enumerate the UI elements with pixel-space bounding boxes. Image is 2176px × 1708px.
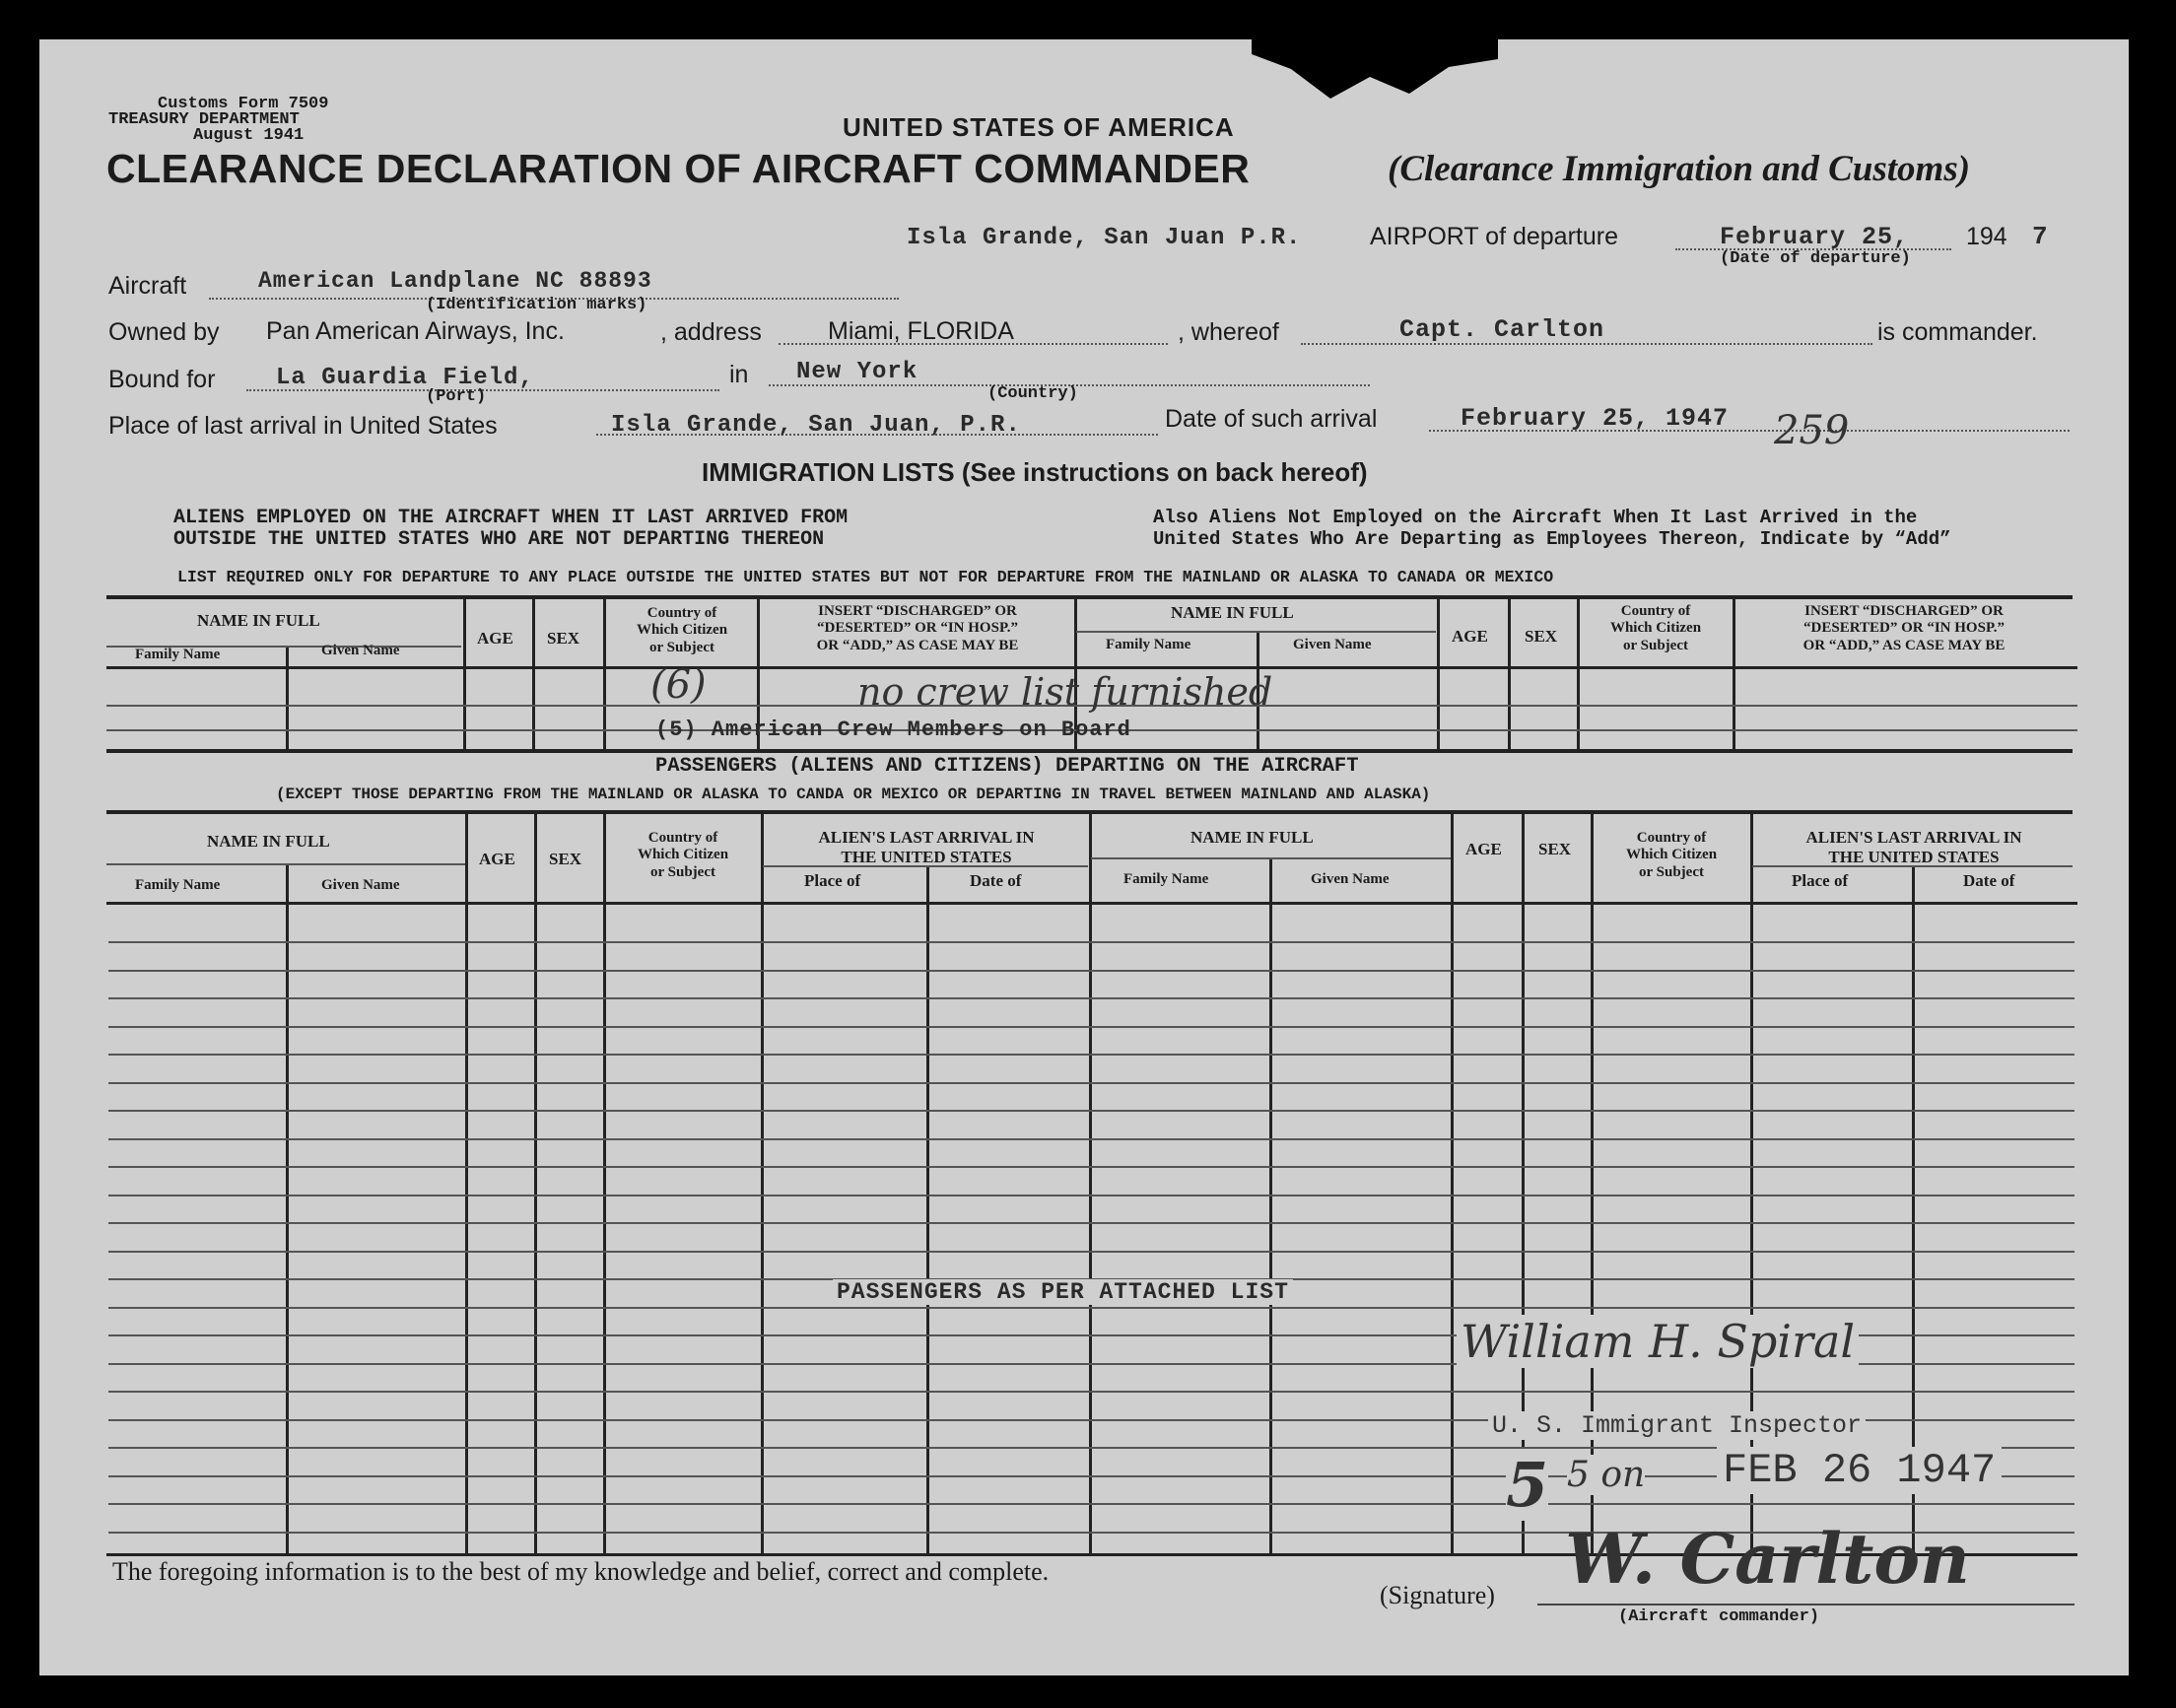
- passenger-row-line: [108, 1026, 2074, 1028]
- crew-sex-header: SEX: [547, 629, 580, 648]
- pass-place-header: Place of: [804, 871, 861, 890]
- arrival-date-label: Date of such arrival: [1165, 405, 1378, 433]
- crew-sex-header-right: SEX: [1525, 627, 1558, 646]
- aircraft-value: American Landplane NC 88893: [258, 268, 652, 294]
- pass-last-arrival-header-right: ALIEN'S LAST ARRIVAL IN THE UNITED STATES: [1805, 828, 2022, 866]
- commander-label: is commander.: [1877, 318, 2038, 346]
- department: TREASURY DEPARTMENT: [108, 110, 300, 129]
- bound-label: Bound for: [108, 366, 216, 393]
- airport-label: AIRPORT of departure: [1370, 223, 1618, 250]
- crew-table-bottom-rule: [106, 749, 2073, 753]
- passenger-row-line: [108, 970, 2074, 972]
- whereof-label: , whereof: [1178, 318, 1279, 346]
- passengers-heading: PASSENGERS (ALIENS AND CITIZENS) DEPARTING ON THE AIRCRAFT: [655, 755, 1359, 778]
- last-arrival-place: Isla Grande, San Juan, P.R.: [611, 412, 1021, 439]
- declaration-statement: The foregoing information is to the best of my knowledge and belief, correct and complete.: [112, 1557, 1050, 1586]
- passenger-row-line: [108, 1110, 2074, 1112]
- handwritten-number: 259: [1774, 408, 1850, 453]
- aircraft-caption: (Identification marks): [426, 296, 647, 314]
- country-value: New York: [796, 359, 918, 385]
- page-subtitle: (Clearance Immigration and Customs): [1388, 149, 1971, 189]
- departure-date-caption: (Date of departure): [1720, 249, 1911, 268]
- crew-family-header-right: Family Name: [1106, 637, 1191, 652]
- immigration-heading: IMMIGRATION LISTS (See instructions on back hereof): [702, 457, 1368, 487]
- address-label: , address: [660, 318, 762, 346]
- crew-insert-header: INSERT “DISCHARGED” OR “DESERTED” OR “IN HOSP.” OR “ADD,” AS CASE MAY BE: [816, 603, 1019, 653]
- passengers-subheading: (EXCEPT THOSE DEPARTING FROM THE MAINLAND OR ALASKA TO CANDA OR MEXICO OR DEPARTING IN TRAVEL BETWEEN MAINLAND AND ALASKA): [276, 786, 1431, 803]
- year-prefix: 194: [1966, 223, 2007, 250]
- pass-date-header: Date of: [970, 871, 1022, 890]
- inspector-signature: William H. Spiral: [1457, 1315, 1859, 1368]
- airport-value: Isla Grande, San Juan P.R.: [907, 225, 1302, 251]
- list-required-note: LIST REQUIRED ONLY FOR DEPARTURE TO ANY PLACE OUTSIDE THE UNITED STATES BUT NOT FOR DEPARTURE FROM THE MAINLAND OR ALASKA TO CANADA OR MEXICO: [177, 568, 1554, 586]
- aliens-right-line-2: United States Who Are Departing as Employees Thereon, Indicate by “Add”: [1153, 528, 1951, 550]
- attached-list-note: PASSENGERS AS PER ATTACHED LIST: [833, 1279, 1293, 1305]
- commander-value: Capt. Carlton: [1399, 315, 1605, 344]
- passenger-row-line: [108, 1251, 2074, 1253]
- pass-age-header-right: AGE: [1465, 840, 1502, 858]
- pass-last-arrival-header: ALIEN'S LAST ARRIVAL IN THE UNITED STATES: [818, 828, 1035, 866]
- signature-label: (Signature): [1380, 1581, 1495, 1609]
- handwritten-crew-note: no crew list furnished: [857, 670, 1273, 714]
- pass-age-header: AGE: [479, 850, 515, 868]
- count-note: 5 on: [1567, 1455, 1646, 1495]
- passenger-row-line: [108, 1138, 2074, 1140]
- page-title: CLEARANCE DECLARATION OF AIRCRAFT COMMANDER: [106, 146, 1251, 191]
- address-value: Miami, FLORIDA: [828, 317, 1014, 345]
- crew-given-header-right: Given Name: [1293, 637, 1372, 652]
- crew-insert-header-right: INSERT “DISCHARGED” OR “DESERTED” OR “IN HOSP.” OR “ADD,” AS CASE MAY BE: [1802, 603, 2006, 653]
- passenger-row-line: [108, 1503, 2074, 1505]
- year-digit: 7: [2032, 222, 2049, 251]
- form-date: August 1941: [193, 126, 305, 145]
- pass-country-header-right: Country of Which Citizen or Subject: [1625, 830, 1718, 880]
- inspector-title: U. S. Immigrant Inspector: [1488, 1411, 1866, 1440]
- pass-name-header-right: NAME IN FULL: [1190, 828, 1314, 847]
- aliens-left-line-1: ALIENS EMPLOYED ON THE AIRCRAFT WHEN IT LAST ARRIVED FROM: [173, 507, 849, 529]
- aliens-right-line-1: Also Aliens Not Employed on the Aircraft When It Last Arrived in the: [1153, 507, 1918, 528]
- pass-family-header-right: Family Name: [1123, 871, 1209, 887]
- pass-family-header: Family Name: [135, 877, 221, 893]
- commander-signature: W. Carlton: [1565, 1518, 1970, 1600]
- port-value: La Guardia Field,: [276, 365, 534, 391]
- crew-country-header: Country of Which Citizen or Subject: [636, 605, 728, 655]
- typed-crew-note: (5) American Crew Members on Board: [655, 717, 1131, 742]
- aliens-left-line-2: OUTSIDE THE UNITED STATES WHO ARE NOT DEPARTING THEREON: [173, 528, 825, 551]
- passenger-row-line: [108, 941, 2074, 943]
- handwritten-crew-count: (6): [650, 662, 707, 708]
- passenger-row-line: [108, 1166, 2074, 1168]
- crew-country-header-right: Country of Which Citizen or Subject: [1609, 603, 1702, 653]
- pass-place-header-right: Place of: [1792, 871, 1849, 890]
- country-caption: (Country): [987, 384, 1078, 403]
- crew-name-header: NAME IN FULL: [197, 611, 320, 630]
- passenger-row-line: [108, 997, 2074, 999]
- passenger-row-line: [108, 1222, 2074, 1224]
- form-number: Customs Form 7509: [158, 95, 329, 113]
- port-caption: (Port): [426, 387, 487, 406]
- date-stamp: FEB 26 1947: [1717, 1447, 2002, 1494]
- torn-edge: [1252, 39, 1498, 108]
- crew-family-header: Family Name: [135, 647, 221, 662]
- pass-name-header: NAME IN FULL: [207, 832, 330, 851]
- arrival-date-value: February 25, 1947: [1461, 404, 1730, 433]
- last-arrival-label: Place of last arrival in United States: [108, 412, 498, 440]
- country-heading: UNITED STATES OF AMERICA: [843, 112, 1235, 142]
- passenger-row-line: [108, 1082, 2074, 1084]
- pass-sex-header-right: SEX: [1538, 840, 1572, 858]
- owned-label: Owned by: [108, 318, 220, 346]
- crew-table-top-rule: [106, 595, 2073, 599]
- passenger-row-line: [108, 1391, 2074, 1393]
- aircraft-label: Aircraft: [108, 272, 187, 300]
- crew-given-header: Given Name: [321, 643, 400, 658]
- owner-value: Pan American Airways, Inc.: [266, 317, 565, 345]
- departure-date-value: February 25,: [1720, 223, 1910, 251]
- pass-given-header: Given Name: [321, 877, 400, 893]
- passenger-row-line: [108, 1195, 2074, 1196]
- pass-given-header-right: Given Name: [1311, 871, 1390, 887]
- in-label: in: [729, 361, 749, 388]
- passenger-row-line: [108, 1307, 2074, 1309]
- crew-name-header-right: NAME IN FULL: [1171, 603, 1294, 622]
- passenger-row-line: [108, 1054, 2074, 1056]
- crew-age-header: AGE: [477, 629, 513, 648]
- count-mark: 5: [1506, 1449, 1549, 1521]
- crew-age-header-right: AGE: [1452, 627, 1488, 646]
- pass-sex-header: SEX: [549, 850, 582, 868]
- pass-country-header: Country of Which Citizen or Subject: [637, 830, 729, 880]
- pass-date-header-right: Date of: [1963, 871, 2015, 890]
- commander-caption: (Aircraft commander): [1618, 1607, 1820, 1626]
